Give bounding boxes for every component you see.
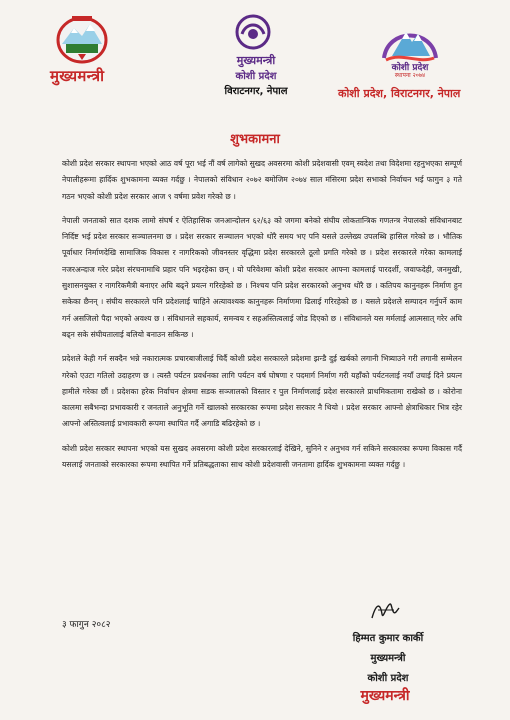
signatory-province: कोशी प्रदेश: [367, 673, 409, 684]
office-address-right: कोशी प्रदेश, विराटनगर, नेपाल: [338, 87, 461, 100]
handwritten-signature: [368, 598, 402, 624]
chief-minister-stamp-text: मुख्यमन्त्री: [360, 688, 410, 704]
location-center: विराटनगर, नेपाल: [224, 86, 288, 97]
paragraph: नेपाली जनताको सात दशक लामो संघर्ष र ऐतिहासिक जनआन्दोलन ६२/६३ को जगमा बनेको संघीय लोकतान्त्रिक गणतन्त्र नेपालको संविधानबाट निर्दिष्ट भई प्रदेश सरकार सञ्चालनमा छ । प्रदेश सरकार सञ्चालन भएको थोरै समय भए पनि यसले उल्लेख्य उपलब्धि हासिल गरेको छ । भौतिक पूर्वाधार निर्माणदेखि सामाजिक विकास र नागरिकको जीवनस्तर वृद्धिमा प्रदेश सरकारले ठूलो प्रगति गरेको छ । प्रदेश सरकारले गरेका कामलाई नजरअन्दाज गरेर प्रदेश संरचनामाथि प्रहार पनि भइरहेका छन् । यो परिवेशमा कोशी प्रदेश सरकार आफ्ना कामलाई पारदर्शी, जवाफदेही, जनमुखी, सुशासनयुक्त र नागरिकमैत्री बनाएर अघि बढ्ने प्रयत्न गरिरहेको छ । निश्चय पनि प्रदेश सरकारको अनुभव थोरै छ । कतिपय कानुनहरू निर्माण हुन सकेका छैनन् । संघीय सरकारले पनि प्रदेशलाई चाहिने अत्यावश्यक कानुनहरू निर्माणमा ढिलाई गरिरहेको छ । यसले प्रदेशले सम्पादन गर्नुपर्ने काम गर्न असजिलो पैदा भएको अवश्य छ । संविधानले सहकार्य, समन्वय र सहअस्तित्वलाई जोड दिएको छ । संविधानले यस मर्मलाई आत्मसात् गरेर अघि बढ्न सके संघीयतालाई बलियो बनाउन सकिन्छ ।: [62, 215, 462, 339]
letter-date: ३ फागुन २०८२: [62, 620, 111, 630]
chief-minister-logo-icon: [230, 12, 276, 52]
paragraph: कोशी प्रदेश सरकार स्थापना भएको यस सुखद अवसरमा कोशी प्रदेश सरकारलाई देखिने, सुनिने र अनुभव गर्न सकिने सरकारका रूपमा विकास गर्दै यसलाई जनताको सरकारका रूपमा स्थापित गर्ने प्रतिबद्धताका साथ कोशी प्रदेशवासी जनतामा हार्दिक शुभकामना व्यक्त गर्दछु ।: [62, 443, 462, 470]
signatory-name: हिम्मत कुमार कार्की: [352, 633, 424, 644]
paragraph: कोशी प्रदेश सरकार स्थापना भएको आठ वर्ष पूरा भई नौं वर्ष लागेको सुखद अवसरमा कोशी प्रदेशवासी एवम् स्वदेश तथा विदेशमा रहनुभएका सम्पूर्ण नेपालीहरूमा हार्दिक शुभकामना व्यक्त गर्दछु । नेपालको संविधान २०७२ बमोजिम २०७४ साल मंसिरमा प्रदेश सभाको निर्वाचन भई फागुन ३ गते गठन भएको कोशी प्रदेश सरकार आज ९ वर्षमा प्रवेश गरेको छ ।: [62, 159, 462, 201]
province-name-center: कोशी प्रदेश: [235, 71, 277, 82]
letter-heading: शुभकामना: [230, 132, 280, 147]
letter-body: [62, 156, 462, 481]
koshi-logo-subtext: स्थापना २०७४: [394, 72, 426, 79]
signatory-role: मुख्यमन्त्री: [370, 653, 406, 664]
chief-minister-title-left: मुख्यमन्त्री: [50, 67, 105, 85]
paragraph: प्रदेशले केही गर्न सक्दैन भन्ने नकारात्मक प्रचारबाजीलाई चिर्दै कोशी प्रदेश सरकारले प्रदेशमा झन्डै दुई खर्बको लगानी भित्र्याउने गरी लगानी सम्मेलन गरेको एउटा गतिलो उदाहरण छ । त्यस्तै पर्यटन प्रवर्धनका लागि पर्यटन वर्ष घोषणा र पदमार्ग निर्माण गरी यहाँको पर्यटनलाई नयाँ उचाई दिने प्रयत्न हामीले गरेका छौं । प्रदेशका हरेक निर्वाचन क्षेत्रमा सडक सञ्जालको विस्तार र पुल निर्माणलाई प्रदेश सरकारले प्राथमिकतामा राखेको छ । कोरोना कालमा सबैभन्दा प्रभावकारी र जनताले अनुभूति गर्ने खालको सरकारका रूपमा प्रदेश सरकार नै थियो । प्रदेश सरकार आफ्नो क्षेत्राधिकार भित्र रहेर आफ्नो अस्तित्वलाई प्रभावकारी रूपमा स्थापित गर्दै अगाडि बढिरहेको छ ।: [62, 354, 462, 429]
chief-minister-title-center: मुख्यमन्त्री: [236, 54, 276, 67]
nepal-emblem-icon: [52, 10, 112, 66]
koshi-logo-text: कोशी प्रदेश: [391, 63, 429, 73]
